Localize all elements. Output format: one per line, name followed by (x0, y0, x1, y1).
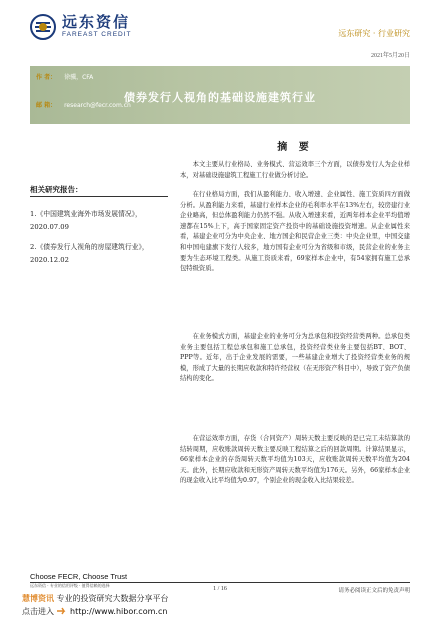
promo-link-line[interactable] (22, 606, 167, 617)
author-value: 徐骥，CFA (64, 74, 94, 81)
related-report-item[interactable]: 1.《中国建筑业海外市场发展情况》，2020.07.09 (30, 210, 142, 231)
page-number: 1 / 16 (213, 586, 227, 592)
disclaimer-note: 请务必阅读正文后的免责声明 (338, 588, 410, 594)
footer-subtitle: 远东资信 · 专业的信用评级 · 值得信赖的选择 (30, 583, 110, 588)
brand-name-cn: 远东资信 (62, 13, 131, 32)
summary-paragraph (180, 332, 410, 385)
email-link[interactable]: research@fecr.com.cn (64, 102, 131, 109)
related-reports-label: 相关研究报告： (30, 185, 83, 194)
paragraph-text: 在营运效率方面，存货（合同资产）周转天数主要反映的是已完工未结算款的结转周期，应收账款周转天数主要反映工程结算之后的回款周期。计算结果显示，66家样本企业的存货周转天数平均值为103天，应收账款周转天数平均值为204天。此外，长期应收款和无形资产周转天数平均值为176天。另外，66家样本企业的现金收入比平均值为0.97，个别企业的现金收入比结果较差。 (180, 435, 410, 485)
fareast-logo-icon (30, 14, 56, 40)
author-line (36, 72, 93, 81)
footer-slogan: Choose FECR, Choose Trust (30, 572, 128, 581)
email-line (36, 100, 131, 109)
summary-heading: 摘 要 (277, 142, 313, 153)
promo-brand: 慧博资讯 (22, 594, 54, 603)
title-banner (30, 66, 410, 124)
report-date: 2021年5月20日 (370, 53, 410, 59)
report-title: 债券发行人视角的基础设施建筑行业 (124, 91, 316, 104)
brand-name-en: FAREAST CREDIT (62, 31, 132, 39)
promo-banner[interactable] (22, 593, 169, 604)
promo-url-link[interactable]: http://www.hibor.com.cn (70, 607, 168, 616)
related-report-item[interactable]: 2.《债券发行人视角的房屋建筑行业》，2020.12.02 (30, 243, 149, 264)
promo-text: 专业的投资研究大数据分享平台 (56, 594, 169, 603)
report-category: 远东研究 · 行业研究 (338, 29, 410, 38)
paragraph-text: 在业务模式方面，基建企业的业务可分为总承包和投资经营类两种。总承包类业务主要包括工程总承包和施工总承包，投资经营类业务主要包括BT、BOT、PPP等。近年，出于企业发展的需要，一些基建企业增大了投资经营类业务的规模，形成了大量的长期应收款和特许经营权（在无形资产科目中），导致了资产负债结构的变化。 (180, 333, 410, 383)
summary-paragraph (180, 434, 410, 487)
related-reports-list (30, 208, 170, 274)
paragraph-text: 在行业格局方面，我们从盈利能力、收入增速、企业属性、施工资质四方面做分析。从盈利能力来看，基建行业样本企业的毛利率水平在13%左右，较房建行业企业略高，但总体盈利能力仍然不强。从收入增速来看，近两年样本企业平均值增速都在15%上下，高于国家固定资产投资中的基础设施投资增速。从企业属性来看，基建企业可分为中央企业、地方国企和民营企业三类：中央企业里，中国交建和中国电建旗下发行人较多，地方国有企业可分为省级和市级，民营企业的业务主要为生态环境工程类。从施工资质来看，69家样本企业中，有54家拥有施工总承包特级资质。 (180, 191, 410, 273)
sidebar-divider (30, 196, 168, 197)
summary-paragraph (180, 190, 410, 275)
email-key: 邮 箱： (36, 102, 57, 109)
pointing-hand-icon (56, 607, 68, 616)
paragraph-text: 本文主要从行业格局、业务模式、营运效率三个方面，以债券发行人为企业样本，对基础设施建筑工程施工行业做分析讨论。 (180, 161, 410, 179)
summary-paragraph (180, 160, 410, 181)
brand-logo (30, 14, 132, 40)
author-key: 作 者： (36, 74, 57, 81)
promo-enter-label: 点击进入 (22, 607, 54, 616)
